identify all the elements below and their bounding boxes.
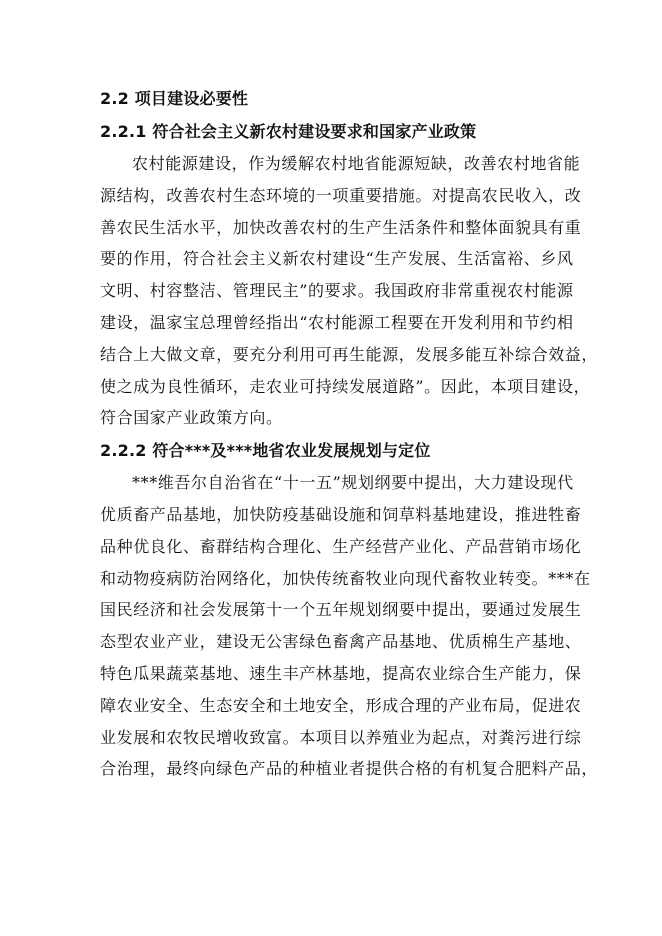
text-line: 建设，温家宝总理曾经指出“农村能源工程要在开发利用和节约相: [100, 312, 574, 332]
text-line: 农村能源建设，作为缓解农村地省能源短缺，改善农村地省能: [132, 154, 581, 173]
paragraph-2: [100, 467, 599, 785]
text-line: 业发展和农牧民增收致富。本项目以养殖业为起点，对粪污进行综: [100, 727, 582, 747]
section-heading: 2.2 项目建设必要性: [100, 89, 249, 108]
text-line: 态型农业产业，建设无公害绿色畜禽产品基地、优质棉生产基地、: [100, 632, 582, 652]
text-line: 结合上大做文章，要充分利用可再生能源，发展多能互补综合效益，: [100, 344, 599, 364]
text-line: 文明、村容整洁、管理民主”的要求。我国政府非常重视农村能源: [100, 281, 574, 301]
text-line: ***维吾尔自治省在“十一五”规划纲要中提出，大力建设现代: [132, 473, 574, 493]
text-line: 障农业安全、生态安全和土地安全，形成合理的产业布局，促进农: [100, 695, 582, 715]
text-line: 合治理，最终向绿色产品的种植业者提供合格的有机复合肥料产品，: [100, 759, 599, 779]
text-line: 源结构，改善农村生态环境的一项重要措施。对提高农民收入，改: [100, 185, 582, 205]
text-line: 优质畜产品基地，加快防疫基础设施和饲草料基地建设，推进牲畜: [100, 504, 582, 524]
subsection-heading-2: 2.2.2 符合***及***地省农业发展规划与定位: [100, 441, 431, 461]
text-line: 品种优良化、畜群结构合理化、生产经营产业化、产品营销市场化: [100, 536, 582, 556]
subsection-heading-1: 2.2.1 符合社会主义新农村建设要求和国家产业政策: [100, 122, 477, 141]
text-line: 善农民生活水平，加快改善农村的生产生活条件和整体面貌具有重: [100, 217, 582, 237]
text-line: 要的作用，符合社会主义新农村建设“生产发展、生活富裕、乡风: [100, 249, 574, 269]
text-line: 使之成为良性循环，走农业可持续发展道路”。因此，本项目建设，: [100, 376, 591, 396]
text-line: 和动物疫病防治网络化，加快传统畜牧业向现代畜牧业转变。***在: [100, 568, 591, 588]
text-line: 符合国家产业政策方向。: [100, 408, 283, 428]
paragraph-1: [100, 148, 599, 434]
document-page: [100, 82, 599, 785]
text-line: 特色瓜果蔬菜基地、速生丰产林基地，提高农业综合生产能力，保: [100, 663, 582, 683]
text-line: 国民经济和社会发展第十一个五年规划纲要中提出，要通过发展生: [100, 600, 582, 620]
